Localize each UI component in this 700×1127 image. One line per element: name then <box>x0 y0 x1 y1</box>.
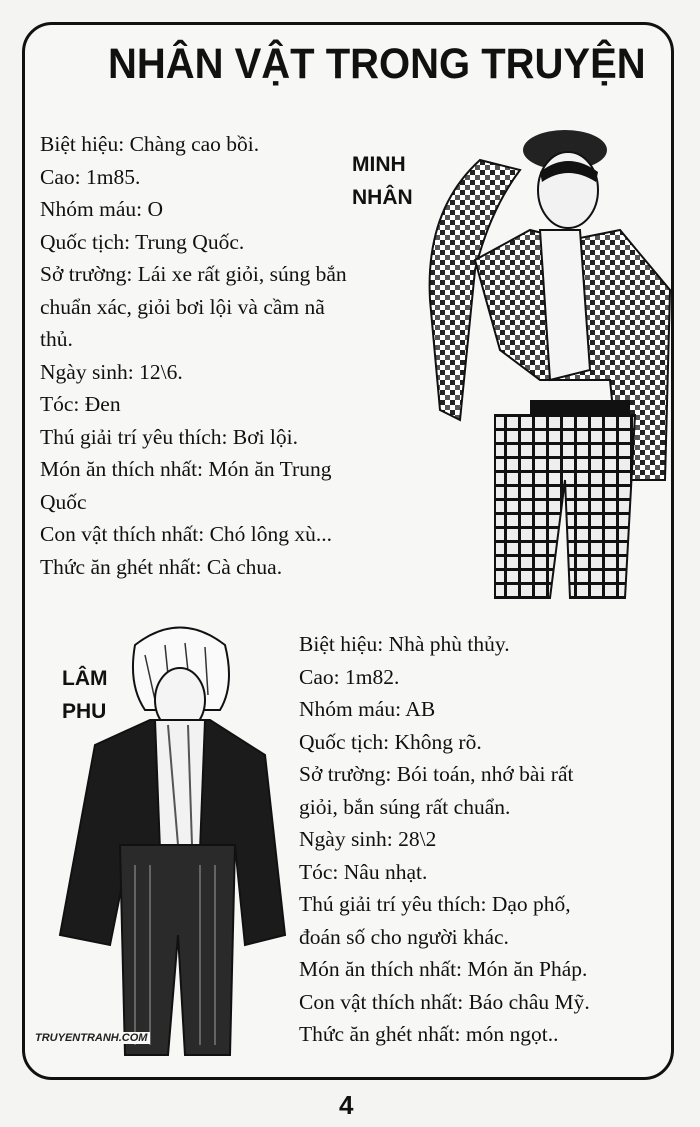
attribute-line: Con vật thích nhất: Báo châu Mỹ. <box>299 989 590 1014</box>
attribute-line: Thức ăn ghét nhất: Cà chua. <box>40 554 283 579</box>
watermark: TRUYENTRANH.COM <box>32 1032 150 1044</box>
character2-name-line2: PHU <box>62 700 107 723</box>
attribute-line: Cao: 1m85. <box>40 164 141 189</box>
attribute-line: Ngày sinh: 28\2 <box>299 827 437 851</box>
page-title: NHÂN VẬT TRONG TRUYỆN <box>108 40 646 88</box>
attribute-line: giỏi, bắn súng rất chuẩn. <box>299 794 511 819</box>
character1-name-line1: MINH <box>352 153 406 176</box>
attribute-line: Nhóm máu: AB <box>299 697 436 721</box>
attribute-line: Món ăn thích nhất: Món ăn Pháp. <box>299 957 588 981</box>
character2-attributes <box>299 628 669 1051</box>
attribute-line: Sở trường: Bói toán, nhớ bài rất <box>299 762 574 786</box>
attribute-line: Tóc: Đen <box>40 392 121 416</box>
character2-illustration <box>50 615 290 1060</box>
attribute-line: đoán số cho người khác. <box>299 924 509 949</box>
attribute-line: Tóc: Nâu nhạt. <box>299 859 428 884</box>
attribute-line: Biệt hiệu: Chàng cao bồi. <box>40 132 260 156</box>
attribute-line: Biệt hiệu: Nhà phù thủy. <box>299 632 510 656</box>
attribute-line: chuẩn xác, giỏi bơi lội và cầm nã <box>40 294 325 319</box>
character2-name-line1: LÂM <box>62 667 108 690</box>
attribute-line: Thú giải trí yêu thích: Bơi lội. <box>40 424 298 449</box>
attribute-line: Thú giải trí yêu thích: Dạo phố, <box>299 892 571 916</box>
attribute-line: Cao: 1m82. <box>299 664 400 689</box>
attribute-line: Thức ăn ghét nhất: món ngọt.. <box>299 1022 559 1046</box>
attribute-line: Quốc <box>40 489 87 514</box>
attribute-line: Quốc tịch: Trung Quốc. <box>40 229 245 254</box>
attribute-line: Ngày sinh: 12\6. <box>40 359 183 384</box>
page-number: 4 <box>339 1090 354 1120</box>
character1-attributes <box>40 128 420 583</box>
attribute-line: thủ. <box>40 327 73 351</box>
attribute-line: Món ăn thích nhất: Món ăn Trung <box>40 457 332 481</box>
attribute-line: Con vật thích nhất: Chó lông xù... <box>40 522 333 546</box>
character1-illustration <box>420 120 675 600</box>
attribute-line: Quốc tịch: Không rõ. <box>299 729 482 754</box>
character1-name-line2: NHÂN <box>352 186 413 209</box>
attribute-line: Sở trường: Lái xe rất giỏi, súng bắn <box>40 262 347 286</box>
attribute-line: Nhóm máu: O <box>40 197 164 221</box>
